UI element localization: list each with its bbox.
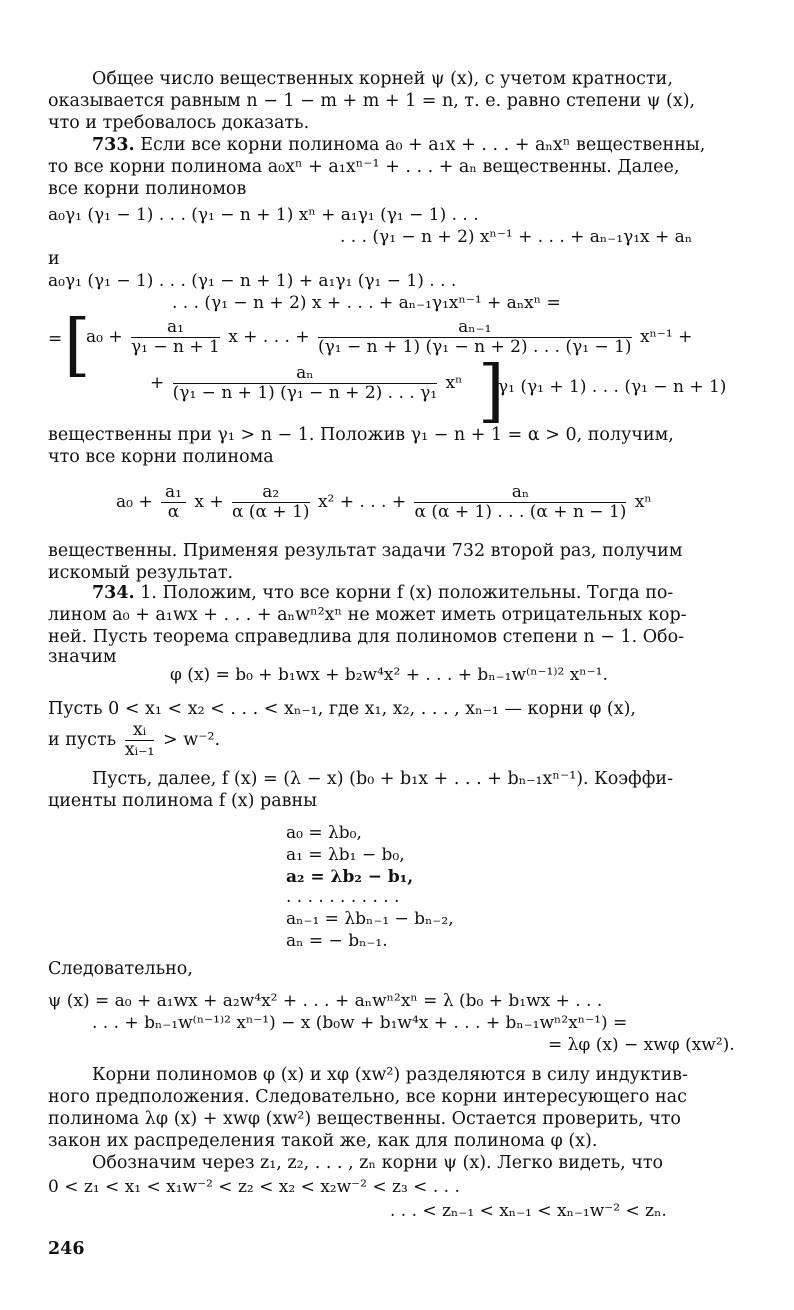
fraction — [125, 721, 155, 760]
term: + — [150, 373, 165, 393]
numerator: a₂ — [232, 483, 310, 503]
system-line: aₙ = − bₙ₋₁. — [286, 931, 388, 951]
system-line: aₙ₋₁ = λbₙ₋₁ − bₙ₋₂, — [286, 909, 454, 929]
text-line: вещественны. Применяя результат задачи 732 второй раз, получим — [48, 541, 683, 561]
text: и пусть — [48, 730, 117, 750]
formula-line: = λφ (x) − xwφ (xw²). — [548, 1035, 735, 1055]
system-line: a₁ = λb₁ − b₀, — [286, 845, 405, 865]
text-line: закон их распределения такой же, как для полинома φ (x). — [48, 1131, 598, 1151]
numerator: a₁ — [131, 318, 220, 338]
formula-line: a₀γ₁ (γ₁ − 1) . . . (γ₁ − n + 1) + a₁γ₁ (γ₁ − 1) . . . — [48, 271, 457, 291]
text-line: ней. Пусть теорема справедлива для полиномов степени n − 1. Обо- — [48, 627, 685, 647]
left-bracket: [ — [64, 306, 91, 385]
right-bracket: ] — [478, 352, 505, 431]
formula-line: γ₁ (γ₁ + 1) . . . (γ₁ − n + 1) — [498, 377, 727, 397]
denominator: α (α + 1) — [232, 502, 310, 522]
text-line: что все корни полинома — [48, 447, 274, 467]
formula-line: 0 < z₁ < x₁ < x₁w⁻² < z₂ < x₂ < x₂w⁻² < z₃ < . . . — [48, 1177, 460, 1197]
formula-line: φ (x) = b₀ + b₁wx + b₂w⁴x² + . . . + bₙ₋₁w⁽ⁿ⁻¹⁾² xⁿ⁻¹. — [170, 665, 608, 685]
text-line: ного предположения. Следовательно, все корни интересующего нас — [48, 1087, 687, 1107]
system-line: a₀ = λb₀, — [286, 823, 362, 843]
formula-line: a₀γ₁ (γ₁ − 1) . . . (γ₁ − n + 1) xⁿ + a₁γ₁ (γ₁ − 1) . . . — [48, 205, 479, 225]
formula-line: . . . + bₙ₋₁w⁽ⁿ⁻¹⁾² xⁿ⁻¹) − x (b₀w + b₁w⁴x + . . . + bₙ₋₁wⁿ²xⁿ⁻¹) = — [92, 1013, 628, 1033]
text-line: Пусть 0 < x₁ < x₂ < . . . < xₙ₋₁, где x₁, x₂, . . . , xₙ₋₁ — корни φ (x), — [48, 699, 636, 719]
formula-line — [150, 364, 462, 403]
text-line: Пусть, далее, f (x) = (λ − x) (b₀ + b₁x + . . . + bₙ₋₁xⁿ⁻¹). Коэффи- — [92, 769, 674, 789]
text-line: полинома λφ (x) + xwφ (xw²) вещественны. Остается проверить, что — [48, 1109, 681, 1129]
page-number: 246 — [48, 1239, 85, 1259]
denominator: (γ₁ − n + 1) (γ₁ − n + 2) . . . γ₁ — [172, 383, 438, 403]
fraction — [161, 483, 186, 522]
denominator: α (α + 1) . . . (α + n − 1) — [414, 502, 627, 522]
fraction — [232, 483, 310, 522]
text-line: Обозначим через z₁, z₂, . . . , zₙ корни ψ (x). Легко видеть, что — [92, 1153, 664, 1173]
fraction — [414, 483, 626, 522]
fraction — [173, 364, 437, 403]
system-line: . . . . . . . . . . . — [286, 887, 400, 907]
problem-733 — [92, 134, 705, 156]
text-line: Корни полиномов φ (x) и xφ (xw²) разделяются в силу индуктив- — [92, 1065, 688, 1085]
term: xⁿ — [445, 373, 463, 393]
numerator: xᵢ — [125, 721, 155, 741]
text-line: оказывается равным n − 1 − m + m + 1 = n, т. е. равно степени ψ (x), — [48, 91, 696, 111]
system-line: a₂ = λb₂ − b₁, — [286, 867, 414, 887]
text-line: то все корни полинома a₀xⁿ + a₁xⁿ⁻¹ + . . . + aₙ вещественны. Далее, — [48, 157, 680, 177]
formula-line: . . . (γ₁ − n + 2) xⁿ⁻¹ + . . . + aₙ₋₁γ₁x + aₙ — [340, 227, 693, 247]
text-line: циенты полинома f (x) равны — [48, 791, 318, 811]
numerator: aₙ — [173, 364, 437, 384]
numerator: aₙ — [414, 483, 626, 503]
fraction — [318, 318, 632, 357]
denominator: γ₁ − n + 1 — [131, 337, 220, 357]
text-line: значим — [48, 647, 117, 667]
text-line: вещественны при γ₁ > n − 1. Положив γ₁ − n + 1 = α > 0, получим, — [48, 425, 674, 445]
formula-eq-sign: = — [48, 329, 63, 349]
denominator: xᵢ₋₁ — [124, 740, 155, 760]
text-line: и — [48, 249, 60, 269]
formula-line: ψ (x) = a₀ + a₁wx + a₂w⁴x² + . . . + aₙwⁿ²xⁿ = λ (b₀ + b₁wx + . . . — [48, 991, 603, 1011]
text-line: лином a₀ + a₁wx + . . . + aₙwⁿ²xⁿ не может иметь отрицательных кор- — [48, 605, 687, 625]
formula-line — [116, 482, 652, 522]
formula-line — [86, 318, 692, 357]
numerator: a₁ — [161, 483, 186, 503]
text-line: что и требовалось доказать. — [48, 113, 310, 133]
term: x + . . . + — [228, 327, 310, 347]
text: Если все корни полинома a₀ + a₁x + . . . + aₙxⁿ вещественны, — [140, 135, 706, 155]
formula-line: . . . (γ₁ − n + 2) x + . . . + aₙ₋₁γ₁xⁿ⁻¹ + aₙxⁿ = — [172, 293, 561, 313]
text-line: все корни полиномов — [48, 179, 247, 199]
problem-734 — [92, 582, 673, 604]
text: > w⁻². — [163, 730, 221, 750]
term: x² + . . . + — [317, 492, 407, 512]
text-line: искомый результат. — [48, 563, 234, 583]
text-line — [48, 720, 220, 760]
formula-line: . . . < zₙ₋₁ < xₙ₋₁ < xₙ₋₁w⁻² < zₙ. — [390, 1201, 667, 1221]
term: xⁿ — [634, 492, 652, 512]
term: a₀ + — [86, 327, 123, 347]
term: xⁿ⁻¹ + — [639, 327, 693, 347]
text-line: Следовательно, — [48, 959, 193, 979]
text: 1. Положим, что все корни f (x) положительны. Тогда по- — [140, 583, 674, 603]
term: a₀ + — [116, 492, 153, 512]
numerator: aₙ₋₁ — [318, 318, 632, 338]
problem-number: 733. — [92, 135, 135, 155]
problem-number: 734. — [92, 583, 135, 603]
fraction — [131, 318, 220, 357]
denominator: α — [167, 502, 180, 522]
term: x + — [194, 492, 224, 512]
denominator: (γ₁ − n + 1) (γ₁ − n + 2) . . . (γ₁ − 1) — [317, 337, 632, 357]
text-line: Общее число вещественных корней ψ (x), с учетом кратности, — [92, 69, 673, 89]
